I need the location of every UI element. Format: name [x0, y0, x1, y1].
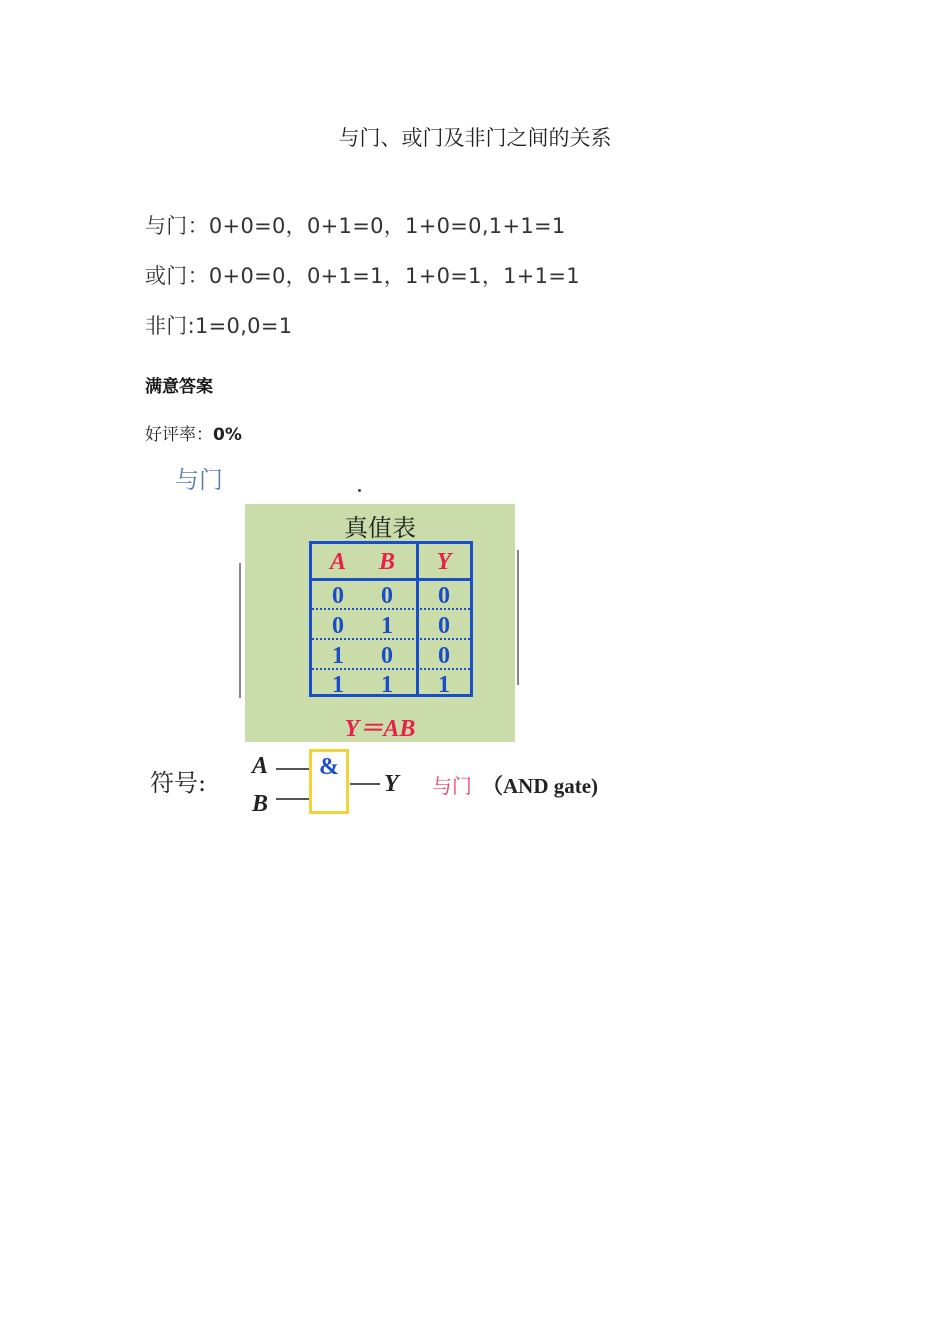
rating-value: 0%	[213, 425, 242, 445]
table-cell: 1	[438, 672, 450, 698]
document-title: 与门、或门及非门之间的关系	[338, 126, 612, 150]
table-cell: 1	[381, 672, 393, 698]
rating	[145, 420, 242, 445]
truth-table	[309, 541, 473, 697]
rating-label: 好评率：	[145, 425, 213, 445]
table-header-a: A	[329, 549, 346, 575]
gate-name-en: （AND gate)	[482, 774, 599, 798]
input-b-label: B	[252, 791, 269, 817]
output-y-label: Y	[384, 771, 399, 797]
boolean-formula: Y＝AB	[344, 716, 416, 742]
table-cell: 0	[438, 583, 450, 609]
input-a-label: A	[252, 753, 269, 779]
decor-line	[239, 563, 241, 698]
and-gate-rule: 与门：0+0=0，0+1=0，1+0=0,1+1=1	[145, 214, 566, 238]
output-wire	[350, 783, 380, 785]
table-cell: 1	[381, 613, 393, 639]
input-a-wire	[276, 768, 310, 770]
or-gate-rule: 或门：0+0=0，0+1=1，1+0=1，1+1=1	[145, 264, 580, 288]
and-gate-figure	[140, 455, 620, 830]
decor-dot	[358, 489, 361, 492]
table-cell: 0	[332, 613, 344, 639]
table-header-separator	[312, 578, 470, 581]
table-cell: 0	[381, 583, 393, 609]
table-divider	[416, 544, 419, 694]
decor-line	[517, 550, 519, 685]
table-cell: 0	[381, 643, 393, 669]
answer-heading: 满意答案	[145, 377, 213, 397]
truth-table-title: 真值表	[344, 514, 416, 542]
table-cell: 1	[332, 643, 344, 669]
input-b-wire	[276, 798, 310, 800]
table-header-b: B	[378, 549, 395, 575]
and-gate-symbol	[309, 749, 349, 814]
figure-heading: 与门	[175, 466, 223, 494]
table-cell: 0	[438, 643, 450, 669]
not-gate-rule: 非门:1=0,0=1	[145, 314, 293, 338]
table-cell: 1	[332, 672, 344, 698]
table-header-y: Y	[436, 549, 452, 575]
gate-name-cn: 与门	[432, 774, 472, 798]
table-cell: 0	[332, 583, 344, 609]
gate-operator: &	[319, 754, 339, 780]
truth-table-panel	[245, 504, 515, 742]
symbol-label: 符号:	[150, 769, 207, 797]
table-cell: 0	[438, 613, 450, 639]
